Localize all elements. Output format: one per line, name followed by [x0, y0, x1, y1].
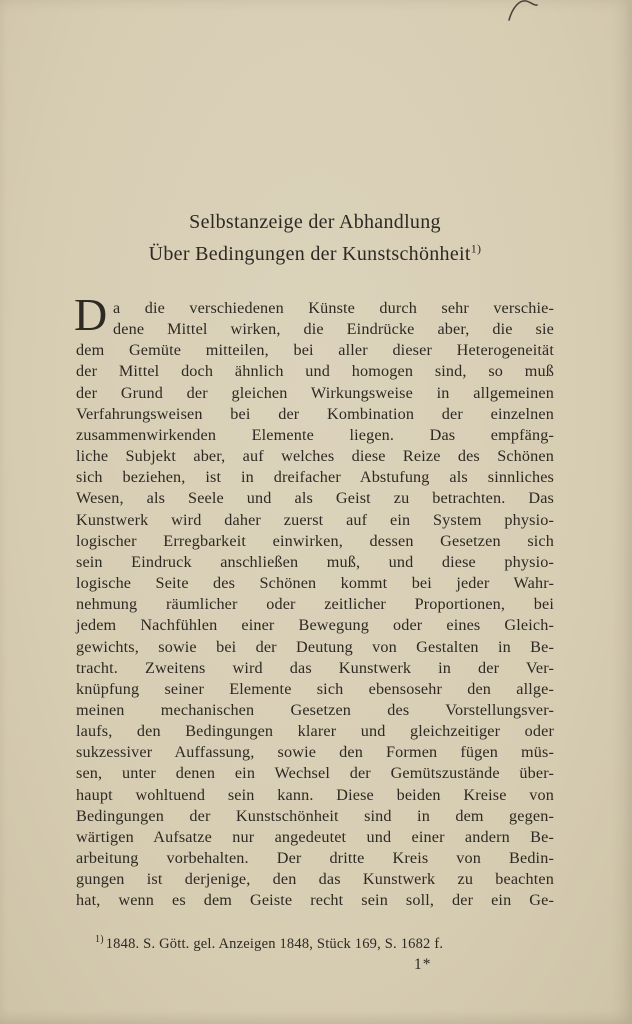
footnote — [95, 936, 554, 953]
body-line: sich beziehen, ist in dreifacher Abstufung als sinnliches — [76, 468, 554, 487]
body-line: meinen mechanischen Gesetzen des Vorstellungsver- — [76, 700, 554, 719]
body-line: sukzessiver Auffassung, sowie den Formen fügen müs- — [76, 743, 554, 762]
body-line: wärtigen Aufsatze nur angedeutet und einer andern Be- — [76, 827, 554, 846]
body-line: nehmung räumlicher oder zeitlicher Proportionen, bei — [76, 595, 554, 614]
title-line-2 — [76, 238, 554, 270]
footnote-text: 1848. S. Gött. gel. Anzeigen 1848, Stück 169, S. 1682 f. — [105, 936, 444, 952]
body-text — [74, 289, 554, 912]
body-line: tracht. Zweitens wird das Kunstwerk in der Ver- — [76, 658, 554, 677]
body-line: Wesen, als Seele und als Geist zu betrachten. Das — [76, 489, 554, 508]
body-line: dene Mittel wirken, die Eindrücke aber, die sie — [113, 320, 554, 339]
body-line: haupt wohltuend sein kann. Diese beiden Kreise von — [76, 785, 554, 804]
page-title — [76, 206, 554, 270]
body-line: der Mittel doch ähnlich und homogen sind, so muß — [76, 362, 554, 381]
footnote-marker: 1) — [95, 934, 104, 946]
signature-mark: 1* — [414, 956, 432, 973]
body-line: der Grund der gleichen Wirkungsweise in allgemeinen — [76, 383, 554, 402]
body-line: zusammenwirkenden Elemente liegen. Das empfäng- — [76, 425, 554, 444]
body-line: arbeitung vorbehalten. Der dritte Kreis von Bedin- — [76, 849, 554, 868]
body-line: dem Gemüte mitteilen, bei aller dieser Heterogeneität — [76, 341, 554, 360]
body-line: a die verschiedenen Künste durch sehr verschie- — [113, 299, 554, 317]
title-line-2-text: Über Bedingungen der Kunstschönheit — [148, 243, 471, 265]
title-line-1: Selbstanzeige der Abhandlung — [189, 211, 441, 233]
body-line: Kunstwerk wird daher zuerst auf ein System physio- — [76, 510, 554, 529]
body-lines — [76, 298, 554, 912]
body-line: logischer Erregbarkeit einwirken, dessen Gesetzen sich — [76, 531, 554, 550]
body-line: gewichts, sowie bei der Deutung von Gestalten in Be- — [76, 637, 554, 656]
body-line: logische Seite des Schönen kommt bei jeder Wahr- — [76, 574, 554, 593]
text-block — [76, 0, 554, 1024]
body-line: hat, wenn es dem Geiste recht sein soll, der ein Ge- — [76, 891, 554, 910]
body-line: sen, unter denen ein Wechsel der Gemütszustände über- — [76, 764, 554, 783]
body-line: gungen ist derjenige, den das Kunstwerk zu beachten — [76, 870, 554, 889]
body-line: knüpfung seiner Elemente sich ebensosehr den allge- — [76, 679, 554, 698]
body-line: sein Eindruck anschließen muß, und diese physio- — [76, 552, 554, 571]
body-line: Bedingungen der Kunstschönheit sind in dem gegen- — [76, 806, 554, 825]
body-line: liche Subjekt aber, auf welches diese Reize des Schönen — [76, 447, 554, 466]
footnote-reference: 1) — [470, 241, 482, 256]
drop-cap: D — [74, 289, 108, 340]
body-line: Verfahrungsweisen bei der Kombination der einzelnen — [76, 404, 554, 423]
body-line: jedem Nachfühlen einer Bewegung oder eines Gleich- — [76, 616, 554, 635]
body-line: laufs, den Bedingungen klarer und gleichzeitiger oder — [76, 722, 554, 741]
